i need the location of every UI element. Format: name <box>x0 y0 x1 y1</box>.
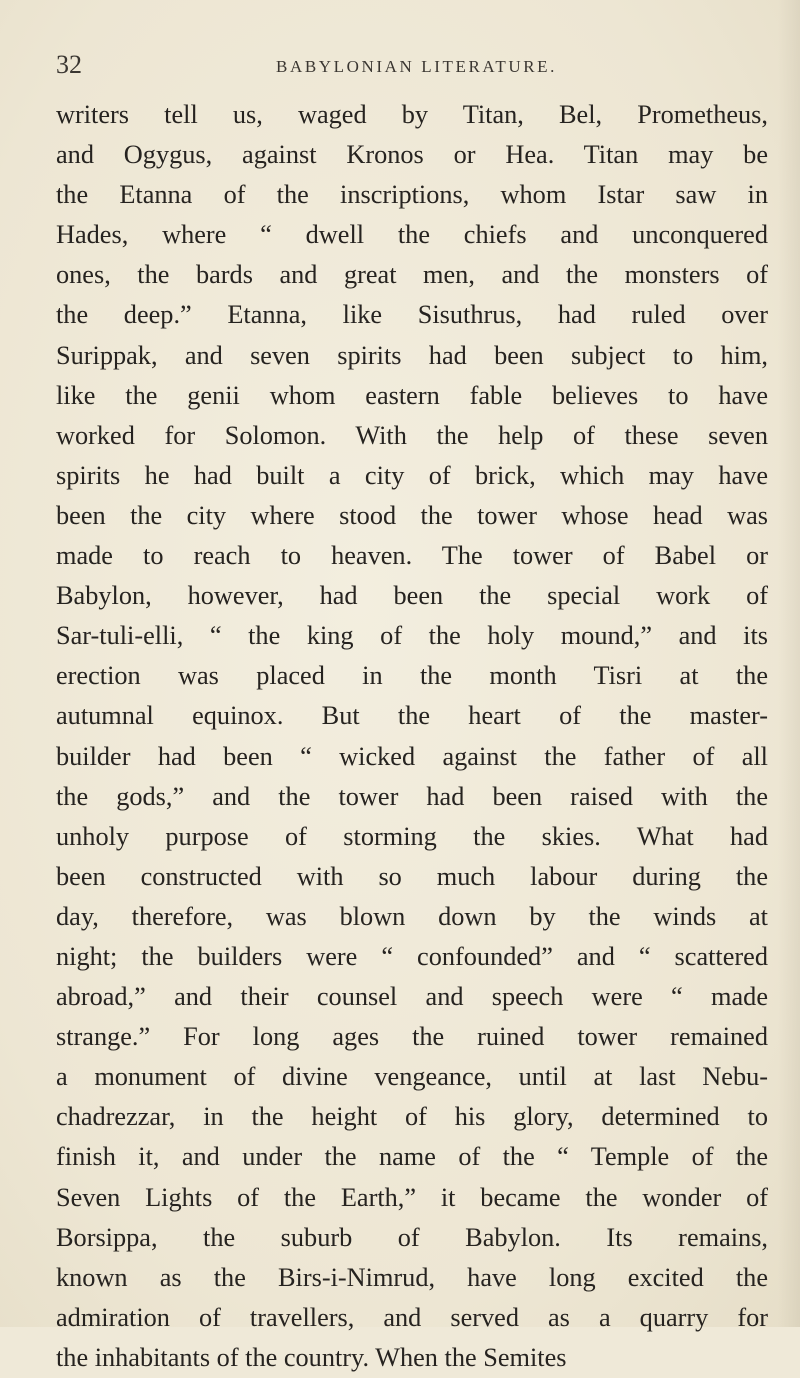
text-line: ones, the bards and great men, and the monsters of <box>56 260 768 290</box>
text-line: been the city where stood the tower whose head was <box>56 500 768 530</box>
text-line: admiration of travellers, and served as a quarry for <box>56 1302 768 1332</box>
text-line: been constructed with so much labour during the <box>56 861 768 891</box>
text-line: day, therefore, was blown down by the winds at <box>56 901 768 931</box>
text-line: known as the Birs-i-Nimrud, have long excited the <box>56 1262 768 1292</box>
text-line: and Ogygus, against Kronos or Hea. Titan may be <box>56 140 768 170</box>
text-line: autumnal equinox. But the heart of the master- <box>56 701 768 731</box>
text-line: made to reach to heaven. The tower of Babel or <box>56 541 768 571</box>
text-line: writers tell us, waged by Titan, Bel, Prometheus, <box>56 100 768 129</box>
text-line: Hades, where “ dwell the chiefs and unconquered <box>56 220 768 250</box>
text-line: Babylon, however, had been the special work of <box>56 581 768 611</box>
text-line: the inhabitants of the country. When the Semites <box>56 1342 567 1372</box>
text-line: night; the builders were “ confounded” and “ scattered <box>56 941 768 971</box>
text-line: finish it, and under the name of the “ Temple of the <box>56 1142 768 1172</box>
text-line: the Etanna of the inscriptions, whom Istar saw in <box>56 180 768 210</box>
text-line: strange.” For long ages the ruined tower remained <box>56 1022 768 1052</box>
running-title: BABYLONIAN LITERATURE. <box>276 57 558 76</box>
text-line: the gods,” and the tower had been raised with the <box>56 781 768 811</box>
text-line: like the genii whom eastern fable believes to have <box>56 380 768 410</box>
text-line: spirits he had built a city of brick, which may have <box>56 460 768 490</box>
text-line: chadrezzar, in the height of his glory, determined to <box>56 1102 768 1132</box>
text-line: Sar-tuli-elli, “ the king of the holy mound,” and its <box>56 621 768 651</box>
page-edge-shadow <box>778 0 800 1327</box>
text-line: worked for Solomon. With the help of these seven <box>56 420 768 450</box>
text-line: the deep.” Etanna, like Sisuthrus, had ruled over <box>56 300 768 330</box>
text-line: abroad,” and their counsel and speech were “ made <box>56 982 768 1012</box>
text-line: Borsippa, the suburb of Babylon. Its remains, <box>56 1222 768 1252</box>
running-head <box>0 50 800 82</box>
text-line: builder had been “ wicked against the father of all <box>56 741 768 771</box>
text-line: a monument of divine vengeance, until at last Nebu- <box>56 1062 768 1092</box>
text-line: unholy purpose of storming the skies. What had <box>56 821 768 851</box>
body-text <box>56 95 768 1378</box>
page-number: 32 <box>56 50 82 79</box>
text-line: Surippak, and seven spirits had been subject to him, <box>56 340 768 370</box>
text-line: Seven Lights of the Earth,” it became the wonder of <box>56 1182 768 1212</box>
text-line: erection was placed in the month Tisri at the <box>56 661 768 691</box>
